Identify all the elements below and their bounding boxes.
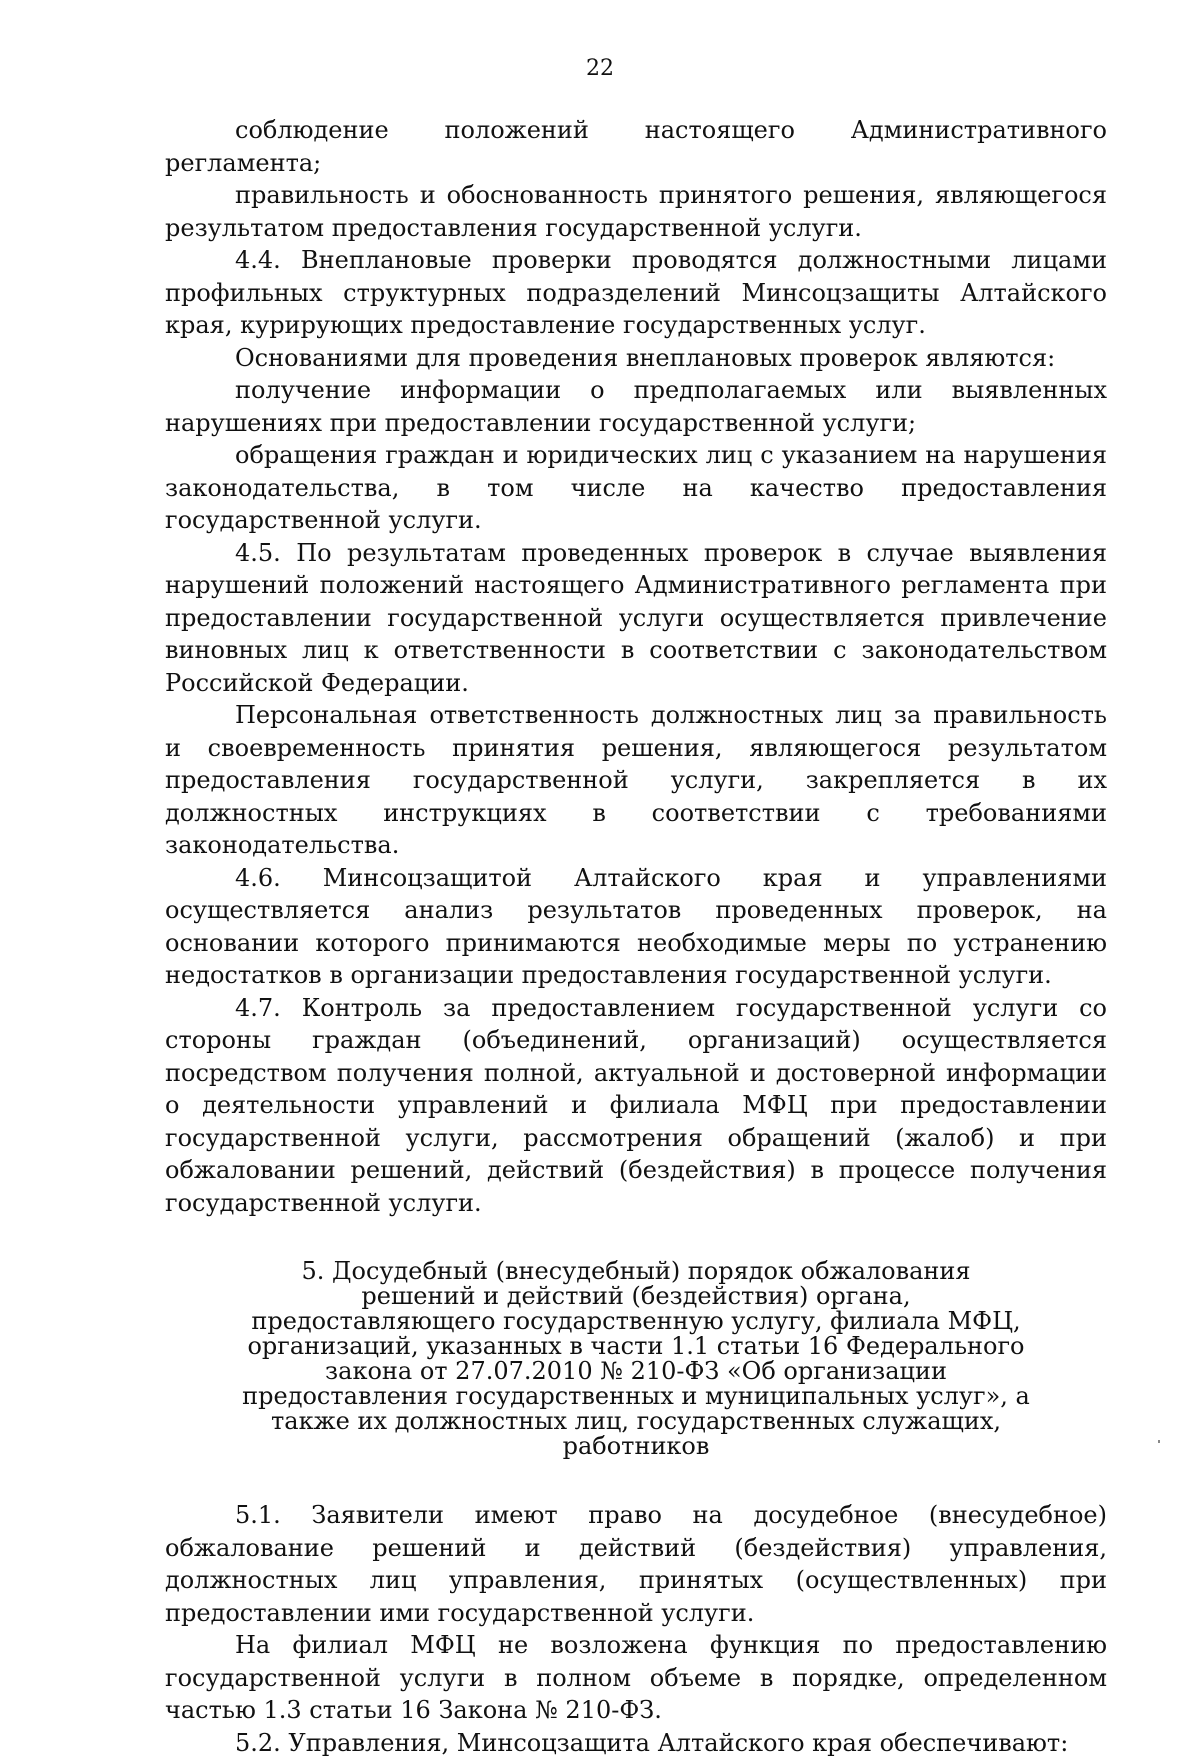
paragraph: получение информации о предполагаемых или выявленных нарушениях при предоставлении государственной услуги;	[165, 374, 1107, 439]
scan-speck	[1158, 1440, 1160, 1443]
paragraph: 4.7. Контроль за предоставлением государственной услуги со стороны граждан (объединений, организаций) осуществляется посредством получения полной, актуальной и достоверной информации о деятельности управлений и филиала МФЦ при предоставлении государственной услуги, рассмотрения обращений (жалоб) и при обжаловании решений, действий (бездействия) в процессе получения государственной услуги.	[165, 992, 1107, 1220]
section-heading: 5. Досудебный (внесудебный) порядок обжалования решений и действий (бездействия) органа, предоставляющего государственную услугу, филиала МФЦ, организаций, указанных в части 1.1 статьи 16 Федерального закона от 27.07.2010 № 210-ФЗ «Об организации предоставления государственных и муниципальных услуг», а также их должностных лиц, государственных служащих, работников	[241, 1259, 1031, 1459]
paragraph: 4.6. Минсоцзащитой Алтайского края и управлениями осуществляется анализ результатов проведенных проверок, на основании которого принимаются необходимые меры по устранению недостатков в организации предоставления государственной услуги.	[165, 862, 1107, 992]
document-body	[165, 114, 1107, 1759]
paragraph: 5.1. Заявители имеют право на досудебное (внесудебное) обжалование решений и действий (бездействия) управления, должностных лиц управления, принятых (осуществленных) при предоставлении ими государственной услуги.	[165, 1499, 1107, 1629]
page-number: 22	[0, 56, 1200, 81]
paragraph: На филиал МФЦ не возложена функция по предоставлению государственной услуги в полном объеме в порядке, определенном частью 1.3 статьи 16 Закона № 210-ФЗ.	[165, 1629, 1107, 1727]
paragraph: 4.5. По результатам проведенных проверок в случае выявления нарушений положений настоящего Административного регламента при предоставлении государственной услуги осуществляется привлечение виновных лиц к ответственности в соответствии с законодательством Российской Федерации.	[165, 537, 1107, 700]
paragraph: соблюдение положений настоящего Административного регламента;	[165, 114, 1107, 179]
paragraph: обращения граждан и юридических лиц с указанием на нарушения законодательства, в том числе на качество предоставления государственной услуги.	[165, 439, 1107, 537]
paragraph: Персональная ответственность должностных лиц за правильность и своевременность принятия решения, являющегося результатом предоставления государственной услуги, закрепляется в их должностных инструкциях в соответствии с требованиями законодательства.	[165, 699, 1107, 862]
paragraph: 5.2. Управления, Минсоцзащита Алтайского края обеспечивают:	[165, 1727, 1107, 1759]
paragraph: 4.4. Внеплановые проверки проводятся должностными лицами профильных структурных подразделений Минсоцзащиты Алтайского края, курирующих предоставление государственных услуг.	[165, 244, 1107, 342]
paragraph: Основаниями для проведения внеплановых проверок являются:	[165, 342, 1107, 375]
paragraph: правильность и обоснованность принятого решения, являющегося результатом предоставления государственной услуги.	[165, 179, 1107, 244]
